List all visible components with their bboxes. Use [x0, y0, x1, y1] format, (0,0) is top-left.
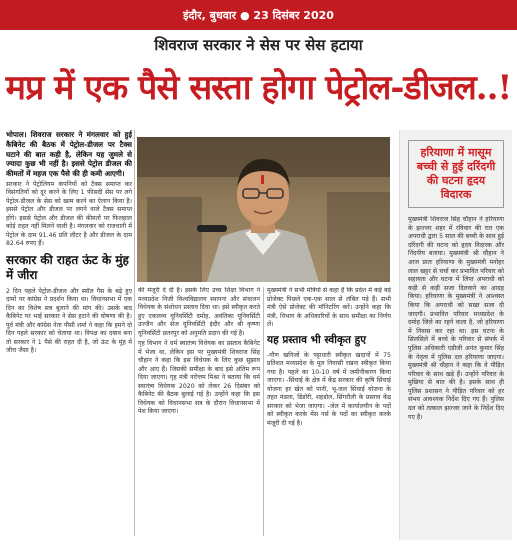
column-divider: [134, 130, 135, 536]
dateline: इंदौर, बुधवार ● 23 दिसंबर 2020: [0, 0, 517, 30]
kicker-headline: शिवराज सरकार ने सेस पर सेस हटाया: [154, 36, 363, 54]
body-paragraph: -गौण खनिजों के पट्टाधारी स्वीकृत खदानों में 75 प्रतिशत मध्यप्रदेश के मूल निवासी रखना स्वीकृत किया गया है। पहले का 10-10 वर्ष में जमीनीकरण किया जाएगा। -सिंचाई के क्षेत्र में केंद्र सरकार की कृषि सिंचाई योजना हर खेत को पानी, भू-जल सिंचाई योजना के तहत मंडला, डिंडोरी, शहडोल, सिंगरौली के प्रस्ताव केंद्र सरकार को भेजा जाएगा। -जेल में कार्यालयीन के पदों को स्वीकृत करके मेंस नर्स के पदों का स्वीकृत करके मंजूरी दी गई है।: [267, 351, 391, 427]
main-headline: मप्र में एक पैसे सस्ता होगा पेट्रोल-डीजल..!: [5, 68, 512, 108]
sidebar-body: मुख्यमंत्री शिवराज सिंह चौहान ने हरियाणा के झज्जर शहर में रविवार की रात एक अपराधी द्वारा 5 साल की बच्ची के साथ हुई दरिंदगी की घटना को हृदय विदारक और निंदनीय बताया। मुख्यमंत्री श्री चौहान ने आज प्रातः हरियाणा के मुख्यमंत्री मनोहर लाल खट्टर से चर्चा कर प्रभावित परिवार को सहायता और घटना में लिप्त अपराधी को कड़ी से कड़ी सजा दिलवाने का आग्रह किया। हरियाणा के मुख्यमंत्री ने आश्वस्त किया कि अपराधी को सख्त सजा दी जाएगी। प्रभावित परिवार मध्यप्रदेश के दमोह जिले का रहने वाला है, जो हरियाणा में निवास कर रहा था। इस घटना के सिलसिले में बच्चे के परिवार से संपर्क में पुलिस अधिकारी एडीजी अनंत कुमार सिंह के नेतृत्व में पुलिस दल हरियाणा जाएगा। मुख्यमंत्री श्री चौहान ने कहा कि वे पीड़ित परिवार के साथ खड़े हैं। उन्होंने परिवार के मुखिया से बात की है। इसके साथ ही पुलिस प्रशासन ने पीड़ित परिवार को हर संभव आवश्यक निर्देश दिए गए हैं। पुलिस दल को तत्काल झज्जर जाने के निर्देश दिए गए हैं।: [408, 216, 504, 421]
article-column-2: [138, 287, 260, 538]
chief-minister-photo: [137, 137, 390, 282]
sidebar-story: [399, 130, 512, 540]
subheading: यह प्रस्ताव भी स्वीकृत हुए: [267, 333, 367, 346]
body-paragraph: 2 दिन पहले पेट्रोल-डीजल और स्मॉल गैस के बढ़े हुए दामों पर कांग्रेस ने प्रदर्शन किया था। विधानसभा में एक दिन का विशेष सत्र बुलाने की मांग की। उसके बाद कैबिनेट पर भाई सरकार ने सेस हटाने की घोषणा की है। पूर्व मंत्री और कांग्रेस नेता पीसी शर्मा ने कहा कि हमने दो दिन पहले सरकार को चेताया था। विपक्ष का दबाव बना तो सरकार ने 1 पैसे की राहत दी है, जो ऊंट के मुंह में जीरा जैसा है।: [6, 287, 132, 355]
subheading: सरकार की राहत ऊंट के मुंह में जीरा: [6, 252, 129, 282]
body-paragraph: की मंजूरी दे दी है। इसके लिए उच्च शिक्षा विभाग ने मध्यप्रदेश निजी विश्वविद्यालय स्थापना और संचालन विधेयक के संशोधन प्रस्ताव दिया था। इसे स्वीकृत करते हुए एकलव्य यूनिवर्सिटी दमोह, अवंतिका यूनिवर्सिटी उज्जैन और सेज यूनिवर्सिटी इंदौर और श्री कृष्णा यूनिवर्सिटी छतरपुर को अनुमति प्रदान की गई है।: [138, 287, 260, 337]
sidebar-headline: हरियाणा में मासूम बच्ची से हुई दरिंदगी की घटना हृदय विदारक: [408, 140, 504, 208]
lead-paragraph: भोपाल। शिवराज सरकार ने मंगलवार को हुई कैबिनेट की बैठक में पेट्रोल-डीजल पर टैक्स घटाने की बात कही है, लेकिन यह जुमले से ज्यादा कुछ भी नहीं है। इससे पेट्रोल डीजल की कीमतों में महज एक पैसे की ही कमी आएगी।: [6, 130, 132, 179]
body-paragraph: गृह विभाग ने धर्म स्वातंत्र्य विधेयक का प्रस्ताव कैबिनेट में भेजा था, लेकिन इस पर मुख्यमंत्री शिवराज सिंह चौहान ने कहा कि इस विधेयक के लिए कुछ सुझाव और आए हैं। जिसकी समीक्षा के बाद इसे अंतिम रूप दिया जाएगा। गृह मंत्री नरोत्तम मिश्रा ने बताया कि धर्म स्वातंत्र्य विधेयक 2020 को लेकर 26 दिसंबर को कैबिनेट की बैठक बुलाई गई है। उन्होंने कहा कि इस विधेयक को विधानसभा सत्र के दौरान विधानसभा में पेश किया जाएगा।: [138, 340, 260, 415]
body-paragraph: सरकार ने पेट्रोलियम कंपनियों को टैक्स समाप्त कर विसंगतियों को दूर करने के लिए 1 फीसदी सेस पर लगे पेट्रोल-डीजल के सेस को खत्म करने का ऐलान किया है। इससे पेट्रोल और डीजल पर लगने वाले टैक्स समाप्त होंगे। इससे पेट्रोल और डीजल की कीमतों पर फिलहाल कोई राहत नहीं मिलने वाली है। मंगलवार को राजधानी में पेट्रोल के दाम 91.46 प्रति लीटर है और डीजल के दाम 82.64 रुपए हैं।: [6, 180, 132, 248]
article-column-3: [267, 287, 391, 538]
article-column-1: [6, 130, 132, 538]
body-paragraph: मुख्यमंत्री ने सभी मंत्रियों से कहा है कि प्रदेश में कई बड़े प्रोजेक्ट पिछले एक-एक साल से लंबित पड़े हैं। सभी मंत्री ऐसे प्रोजेक्ट की मॉनिटरिंग करें। उन्होंने कहा कि मंत्री, विभाग के अधिकारियों के साथ समीक्षा का निर्णय लें।: [267, 287, 391, 328]
column-divider: [263, 287, 264, 536]
